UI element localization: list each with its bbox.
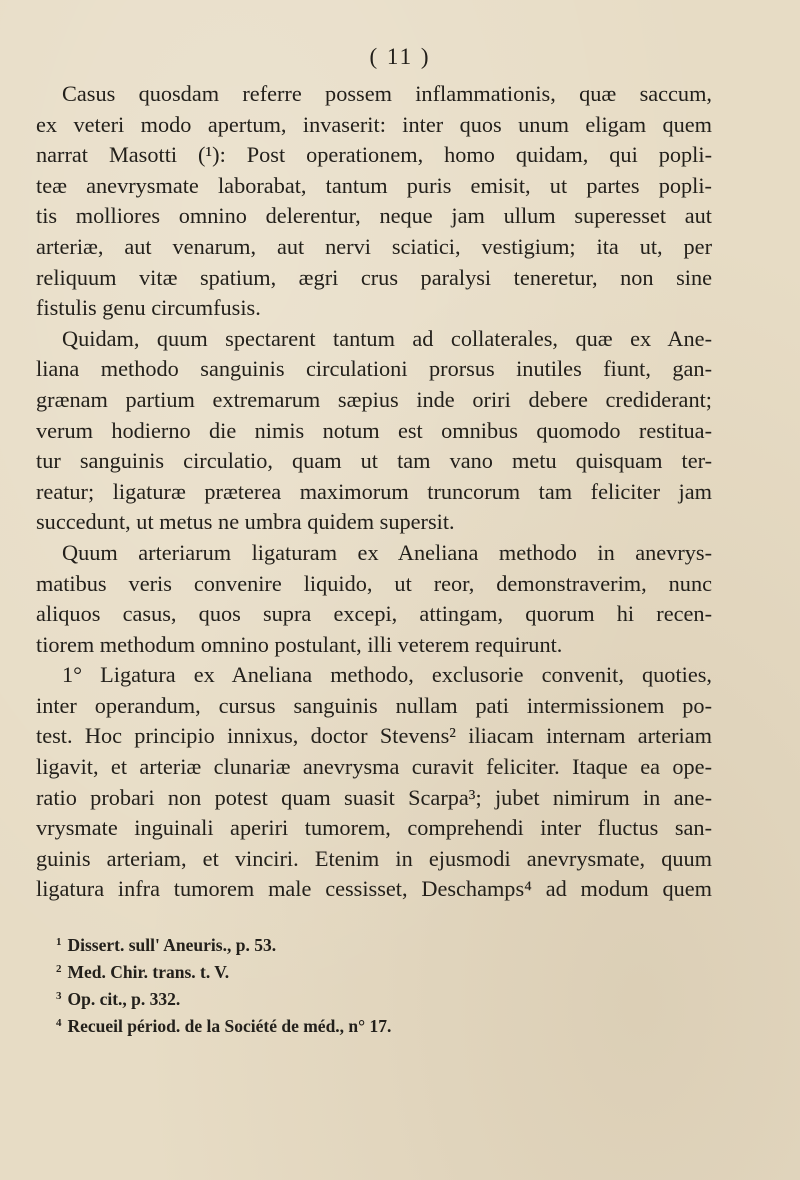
text-line: succedunt, ut metus ne umbra quidem supersit. — [36, 509, 455, 535]
footnote-text: Op. cit., p. 332. — [67, 989, 181, 1009]
footnote-mark: 2 — [56, 963, 62, 975]
text-line: liana methodo sanguinis circulationi prorsus inutiles fiunt, gan- — [36, 356, 712, 382]
footnotes — [56, 929, 656, 1037]
text-line: fistulis genu circumfusis. — [36, 295, 261, 321]
paragraph — [36, 660, 712, 905]
footnote — [56, 983, 656, 1010]
text-line: 1° Ligatura ex Aneliana methodo, exclusorie convenit, quoties, — [62, 662, 712, 688]
paragraph — [36, 538, 712, 660]
text-line: ex veteri modo apertum, invaserit: inter quos unum eligam quem — [36, 111, 712, 137]
footnote-text: Recueil périod. de la Société de méd., n° 17. — [67, 1016, 392, 1036]
text-line: matibus veris convenire liquido, ut reor, demonstraverim, nunc — [36, 570, 712, 596]
text-line: tis molliores omnino delerentur, neque jam ullum superesset aut — [36, 203, 712, 229]
text-line: Casus quosdam referre possem inflammationis, quæ saccum, — [62, 81, 712, 106]
text-line: reatur; ligaturæ præterea maximorum truncorum tam feliciter jam — [36, 478, 712, 504]
text-line: test. Hoc principio innixus, doctor Stevens² iliacam internam arteriam — [36, 723, 712, 749]
text-line: aliquos casus, quos supra excepi, attingam, quorum hi recen- — [36, 601, 712, 627]
text-line: teæ anevrysmate laborabat, tantum puris emisit, ut partes popli- — [36, 172, 712, 198]
text-line: vrysmate inguinali aperiri tumorem, comprehendi inter fluctus san- — [36, 815, 712, 841]
footnote-text: Dissert. sull' Aneuris., p. 53. — [67, 935, 277, 955]
footnote-text: Med. Chir. trans. t. V. — [67, 962, 230, 982]
footnote — [56, 956, 656, 983]
text-line: ligavit, et arteriæ clunariæ anevrysma curavit feliciter. Itaque ea ope- — [36, 754, 712, 780]
text-line: ligatura infra tumorem male cessisset, Deschamps⁴ ad modum quem — [36, 876, 712, 902]
paragraph — [36, 324, 712, 538]
text-line: inter operandum, cursus sanguinis nullam pati intermissionem po- — [36, 692, 712, 718]
text-line: narrat Masotti (¹): Post operationem, homo quidam, qui popli- — [36, 142, 712, 168]
body-text — [36, 79, 712, 905]
page-number: ( 11 ) — [369, 44, 431, 69]
footnote-mark: 3 — [56, 990, 62, 1002]
text-line: tiorem methodum omnino postulant, illi veterem requirunt. — [36, 631, 563, 657]
text-line: verum hodierno die nimis notum est omnibus quomodo restitua- — [36, 417, 712, 443]
text-line: grænam partium extremarum sæpius inde oriri debere crediderant; — [36, 386, 712, 412]
text-line: guinis arteriam, et vinciri. Etenim in ejusmodi anevrysmate, quum — [36, 845, 712, 871]
text-line: Quum arteriarum ligaturam ex Aneliana methodo in anevrys- — [62, 539, 712, 565]
text-line: ratio probari non potest quam suasit Scarpa³; jubet nimirum in ane- — [36, 784, 712, 810]
text-line: tur sanguinis circulatio, quam ut tam vano metu quisquam ter- — [36, 448, 712, 474]
footnote — [56, 929, 656, 956]
paragraph — [36, 79, 712, 324]
text-line: arteriæ, aut venarum, aut nervi sciatici, vestigium; ita ut, per — [36, 233, 712, 259]
footnote-mark: 1 — [56, 936, 62, 948]
footnote-mark: 4 — [56, 1017, 62, 1029]
footnote — [56, 1010, 656, 1037]
text-line: reliquum vitæ spatium, ægri crus paralysi teneretur, non sine — [36, 264, 712, 290]
text-line: Quidam, quum spectarent tantum ad collaterales, quæ ex Ane- — [62, 325, 712, 351]
